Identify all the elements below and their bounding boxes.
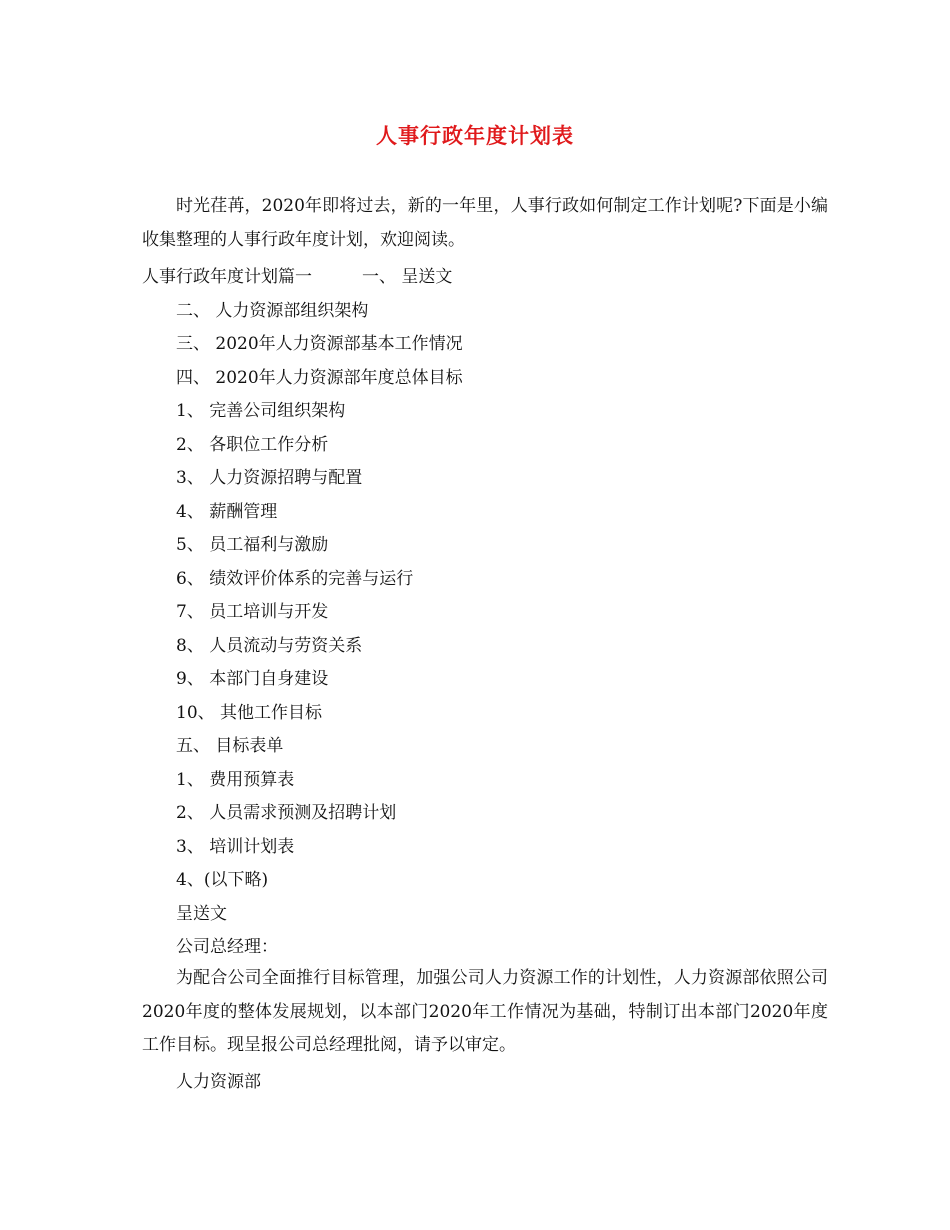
outline-item: 5、 员工福利与激励	[176, 535, 329, 555]
outline-item: 四、 2020年人力资源部年度总体目标	[176, 368, 463, 388]
outline-item: 8、 人员流动与劳资关系	[176, 636, 363, 656]
outline-item: 1、 完善公司组织架构	[176, 401, 346, 421]
section-heading-left: 人事行政年度计划篇一	[142, 267, 312, 287]
signature: 人力资源部	[176, 1072, 261, 1092]
outline-item: 3、 人力资源招聘与配置	[176, 468, 363, 488]
outline-item: 公司总经理：	[176, 937, 278, 957]
document-title: 人事行政年度计划表	[376, 123, 574, 148]
outline-item: 4、 薪酬管理	[176, 502, 278, 522]
outline-item: 4、(以下略)	[176, 870, 269, 890]
outline-item: 3、 培训计划表	[176, 837, 295, 857]
outline-item: 9、 本部门自身建设	[176, 669, 329, 689]
outline-item: 2、 人员需求预测及招聘计划	[176, 803, 397, 823]
section-heading	[142, 265, 452, 289]
outline-item: 7、 员工培训与开发	[176, 602, 329, 622]
outline-item: 10、 其他工作目标	[176, 703, 323, 723]
outline-item: 三、 2020年人力资源部基本工作情况	[176, 334, 463, 354]
section-heading-right: 一、 呈送文	[362, 267, 453, 287]
outline-item: 6、 绩效评价体系的完善与运行	[176, 569, 414, 589]
outline-item: 1、 费用预算表	[176, 770, 295, 790]
outline-item: 二、 人力资源部组织架构	[176, 301, 369, 321]
outline-item: 呈送文	[176, 904, 227, 924]
intro-paragraph: 时光荏苒，2020年即将过去，新的一年里，人事行政如何制定工作计划呢?下面是小编收集整理的人事行政年度计划，欢迎阅读。	[142, 196, 828, 250]
outline-item: 五、 目标表单	[176, 736, 284, 756]
body-paragraph: 为配合公司全面推行目标管理，加强公司人力资源工作的计划性，人力资源部依照公司2020年度的整体发展规划，以本部门2020年工作情况为基础，特制订出本部门2020年度工作目标。现呈报公司总经理批阅，请予以审定。	[142, 968, 828, 1055]
outline-item: 2、 各职位工作分析	[176, 435, 329, 455]
